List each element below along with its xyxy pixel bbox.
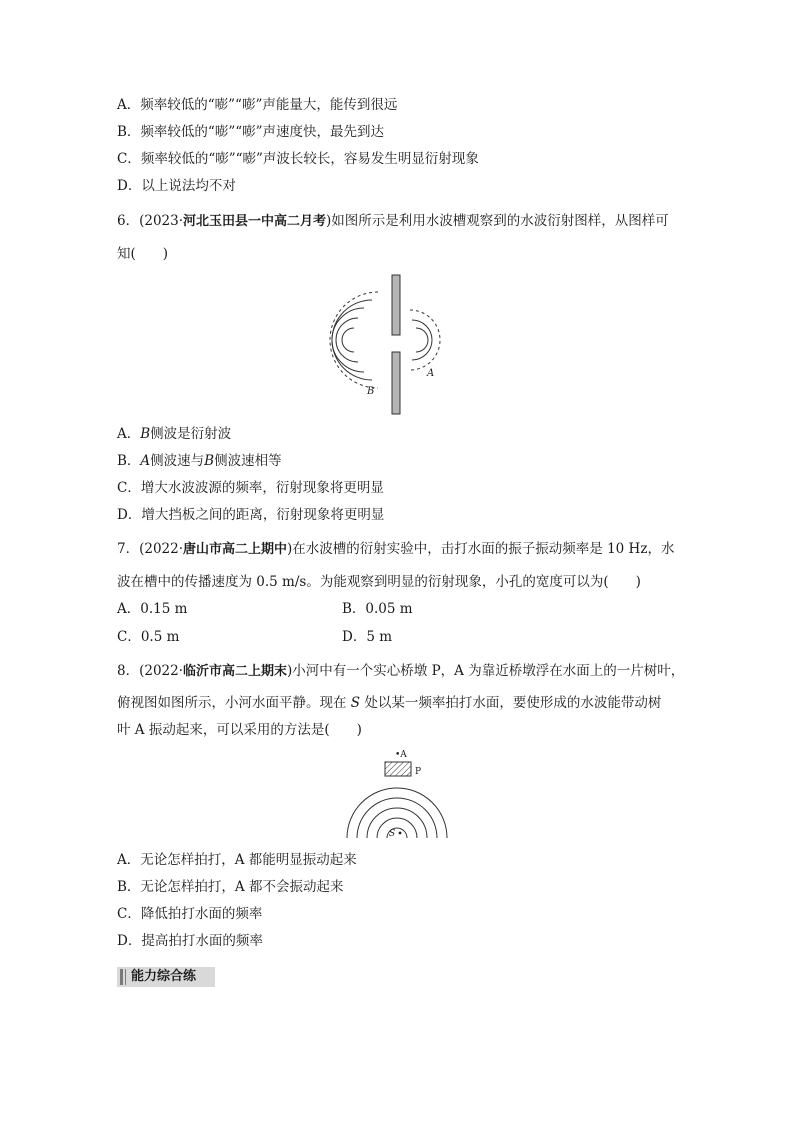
q6-option-a-letter: A． xyxy=(117,426,141,442)
q6-option-b xyxy=(117,452,282,470)
section-heading xyxy=(117,967,215,987)
q6-diffraction-figure xyxy=(330,270,460,420)
q8-source: 临沂市高二上期末 xyxy=(183,664,288,679)
q8-stem-line2-pre: 俯视图如图所示，小河水面平静。现在 xyxy=(117,695,351,711)
q6-option-a-text: 侧波是衍射波 xyxy=(150,426,232,442)
q6-stem-line1 xyxy=(117,212,669,231)
q7-option-c: C．0.5 m xyxy=(117,629,180,645)
q8-label-leaf: •A xyxy=(395,750,407,760)
q7-option-a: A．0.15 m xyxy=(117,601,188,617)
q8-label-pier: P xyxy=(415,767,422,777)
q8-number: 8．(2022· xyxy=(117,663,184,679)
q7-stem-line2: 波在槽中的传播速度为 0.5 m/s。为能观察到明显的衍射现象，小孔的宽度可以为( ) xyxy=(117,574,641,590)
q6-number: 6．(2023· xyxy=(117,213,184,229)
q8-stem-line1 xyxy=(117,662,684,681)
q8-stem-line2-post: 处以某一频率拍打水面，要使形成的水波能带动树 xyxy=(360,695,662,711)
q8-source-dot xyxy=(399,832,402,835)
q8-stem-line2-var: S xyxy=(350,695,361,711)
q8-stem-text: )小河中有一个实心桥墩 P，A 为靠近桥墩浮在水面上的一片树叶， xyxy=(287,663,685,679)
q6-barrier-lower xyxy=(392,352,400,414)
q5-option-d: D．以上说法均不对 xyxy=(117,178,236,194)
q7-stem-line1 xyxy=(117,540,674,559)
q8-option-a: A．无论怎样拍打，A 都能明显振动起来 xyxy=(117,852,357,868)
section-heading-bar-thin xyxy=(125,969,126,985)
q8-option-d: D．提高拍打水面的频率 xyxy=(117,933,263,949)
q6-barrier-upper xyxy=(392,275,400,335)
q8-pier-rect xyxy=(385,762,411,776)
q8-stem-line3: 叶 A 振动起来，可以采用的方法是( ) xyxy=(117,722,362,738)
q7-option-b: B．0.05 m xyxy=(342,601,413,617)
q6-stem-line2: 知( ) xyxy=(117,246,169,262)
q7-option-d: D．5 m xyxy=(342,629,393,645)
q6-option-b-text: 侧波速相等 xyxy=(214,453,282,469)
q6-label-a: A xyxy=(427,368,435,379)
q6-option-b-var1: A xyxy=(140,453,151,469)
q6-option-a-var: B xyxy=(140,426,151,442)
q6-source: 河北玉田县一中高二月考 xyxy=(183,214,327,229)
q5-option-a: A．频率较低的“嘭”“嘭”声能量大，能传到很远 xyxy=(117,97,398,113)
q6-option-b-letter: B． xyxy=(117,453,141,469)
q8-bridge-pier-figure xyxy=(340,746,455,841)
section-heading-bar xyxy=(120,969,123,985)
q8-option-c: C．降低拍打水面的频率 xyxy=(117,906,263,922)
q6-option-b-mid: 侧波速与 xyxy=(150,453,205,469)
q5-option-b: B．频率较低的“嘭”“嘭”声速度快，最先到达 xyxy=(117,124,385,140)
q6-option-a xyxy=(117,425,231,443)
q6-stem-text: )如图所示是利用水波槽观察到的水波衍射图样，从图样可 xyxy=(326,213,669,229)
q7-stem-text: )在水波槽的衍射实验中，击打水面的振子振动频率是 10 Hz，水 xyxy=(287,541,675,557)
q7-number: 7．(2022· xyxy=(117,541,184,557)
q6-option-b-var2: B xyxy=(204,453,215,469)
q8-option-b: B．无论怎样拍打，A 都不会振动起来 xyxy=(117,879,344,895)
q8-label-source: S xyxy=(389,829,396,839)
q5-option-c: C．频率较低的“嘭”“嘭”声波长较长，容易发生明显衍射现象 xyxy=(117,151,479,167)
q6-label-b: B xyxy=(367,386,375,397)
q6-option-d: D．增大挡板之间的距离，衍射现象将更明显 xyxy=(117,507,385,523)
section-heading-label: 能力综合练 xyxy=(131,969,197,984)
q8-stem-line2 xyxy=(117,694,661,712)
q6-option-c: C．增大水波波源的频率，衍射现象将更明显 xyxy=(117,480,384,496)
q7-source: 唐山市高二上期中 xyxy=(183,542,288,557)
